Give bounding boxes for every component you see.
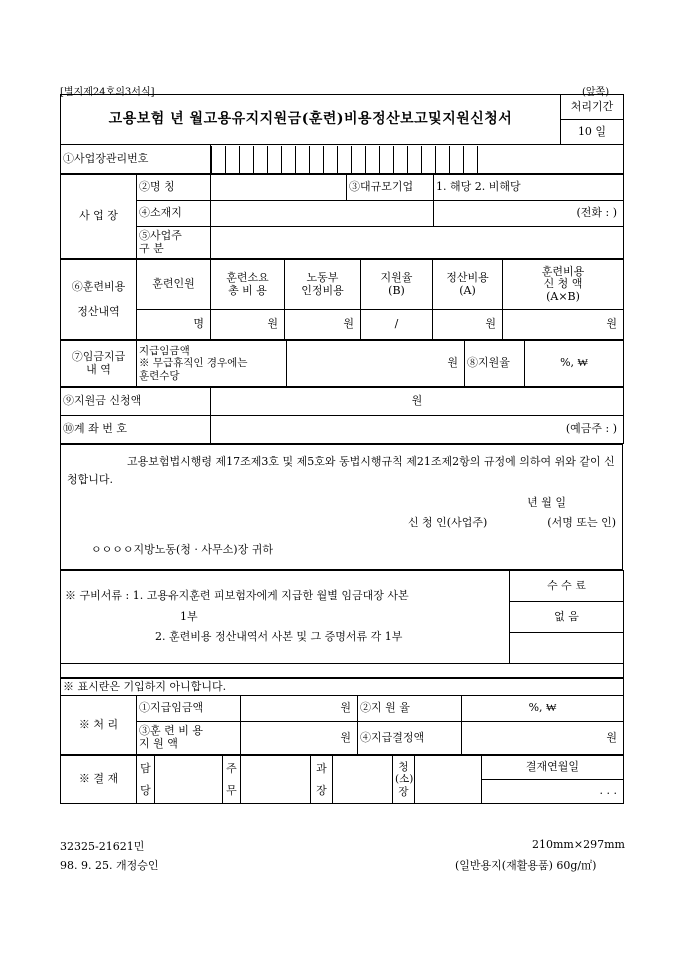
office-note: ※ 표시란은 기입하지 아니합니다. <box>61 679 624 696</box>
cost-label: ⑥훈련비용 정산내역 <box>61 260 137 340</box>
cost-h1: 훈련인원 <box>137 260 211 310</box>
doc-line-3: 2. 훈련비용 정산내역서 사본 및 그 증명서류 각 1부 <box>155 630 403 644</box>
approve-2-label: 주 무 <box>223 756 241 804</box>
cost-u2[interactable]: 원 <box>211 310 285 340</box>
biz-name-field[interactable] <box>211 175 347 201</box>
proc-w2-field[interactable]: %, ₩ <box>462 696 624 722</box>
proc-w4-field[interactable]: 원 <box>462 722 624 755</box>
large-company-options[interactable]: 1. 해당 2. 비해당 <box>434 175 624 201</box>
owner-type-field[interactable] <box>211 227 624 259</box>
cost-h5: 정산비용 (A) <box>433 260 503 310</box>
biz-name-label: ②명 칭 <box>137 175 211 201</box>
page-side: (앞쪽) <box>582 87 610 98</box>
statement-block <box>61 445 623 570</box>
application-form <box>60 81 623 804</box>
wage-amount-field[interactable]: 원 <box>287 341 465 387</box>
approval-date: 98. 9. 25. 개정승인 <box>60 859 159 872</box>
rate-field[interactable]: %, ₩ <box>525 341 624 387</box>
paper-size: 210mm×297mm <box>532 838 625 851</box>
approve-3-label: 과 장 <box>311 756 333 804</box>
approve-2-sign[interactable] <box>241 756 311 804</box>
cost-h4: 지원율 (B) <box>361 260 433 310</box>
doc-line-2: 1부 <box>180 609 198 623</box>
form-title: 고용보험 년 월고용유지지원금(훈련)비용정산보고및지원신청서 <box>61 95 561 145</box>
large-company-label: ③대규모기업 <box>347 175 434 201</box>
cost-u3[interactable]: 원 <box>285 310 361 340</box>
cost-u6[interactable]: 원 <box>503 310 624 340</box>
approve-1-label: 담 당 <box>137 756 155 804</box>
wage-label: ⑦임금지급 내 역 <box>61 341 137 387</box>
applicant-label: 신 청 인(사업주) <box>407 515 488 529</box>
address-label: ④소재지 <box>137 201 211 227</box>
owner-type-label: ⑤사업주 구 분 <box>137 227 211 259</box>
sign-label[interactable]: (서명 또는 인) <box>547 515 616 529</box>
proc-w3-field[interactable]: 원 <box>241 722 358 755</box>
account-label: ⑩계 좌 번 호 <box>61 416 211 444</box>
proc-w1-field[interactable]: 원 <box>241 696 358 722</box>
apply-label: ⑨지원금 신청액 <box>61 388 211 416</box>
proc-w2: ②지 원 율 <box>358 696 462 722</box>
approve-4-label: 청 (소) 장 <box>393 756 415 804</box>
address-field[interactable] <box>211 201 434 227</box>
account-field[interactable]: (예금주 : ) <box>211 416 624 444</box>
spacer-row <box>61 664 624 678</box>
proc-w4: ④지급결정액 <box>358 722 462 755</box>
statement-date[interactable]: 년 월 일 <box>527 496 566 510</box>
period-value: 10 일 <box>561 120 624 145</box>
approve-date-label: 결재연월일 <box>482 756 624 780</box>
reg-no-boxes[interactable] <box>211 145 624 174</box>
paper-type: (일반용지(재활용품) 60g/㎡) <box>455 859 597 872</box>
approve-1-sign[interactable] <box>155 756 223 804</box>
fee-value: 없 음 <box>510 602 624 633</box>
fee-label: 수 수 료 <box>510 571 624 602</box>
approve-date-field[interactable]: . . . <box>482 780 624 804</box>
reg-no-label: ①사업장관리번호 <box>61 145 211 174</box>
proc-w1: ①지급임금액 <box>137 696 241 722</box>
documents-block <box>61 571 510 664</box>
addressee: ㅇㅇㅇㅇ지방노동(청 · 사무소)장 귀하 <box>91 543 273 557</box>
phone-field[interactable]: (전화 : ) <box>434 201 624 227</box>
cost-u4[interactable]: / <box>361 310 433 340</box>
statement-text: 고용보험법시행령 제17조제3호 및 제5호와 동법시행규칙 제21조제2항의 규정에 의하여 위와 같이 신청합니다. <box>67 455 615 486</box>
approve-3-sign[interactable] <box>333 756 393 804</box>
proc-label: ※ 처 리 <box>61 696 137 755</box>
proc-w3: ③훈 련 비 용 지 원 액 <box>137 722 241 755</box>
wage-desc: 지급임금액 ※ 무급휴직인 경우에는 훈련수당 <box>137 341 287 387</box>
cost-h3: 노동부 인정비용 <box>285 260 361 310</box>
fee-blank <box>510 633 624 664</box>
cost-h2: 훈련소요 총 비 용 <box>211 260 285 310</box>
cost-u1[interactable]: 명 <box>137 310 211 340</box>
doc-line-1: ※ 구비서류 : 1. 고용유지훈련 피보험자에게 지급한 월별 임금대장 사본 <box>65 588 409 602</box>
approve-label: ※ 결 재 <box>61 756 137 804</box>
form-number: [별지제24호의3서식] <box>60 87 155 98</box>
approve-4-sign[interactable] <box>415 756 482 804</box>
cost-u5[interactable]: 원 <box>433 310 503 340</box>
cost-h6: 훈련비용 신 청 액 (A×B) <box>503 260 624 310</box>
apply-amount-field[interactable]: 원 <box>211 388 624 416</box>
rate-label: ⑧지원율 <box>465 341 525 387</box>
period-label: 처리기간 <box>561 95 624 120</box>
biz-label: 사 업 장 <box>61 175 137 259</box>
form-code: 32325-21621민 <box>60 840 145 853</box>
